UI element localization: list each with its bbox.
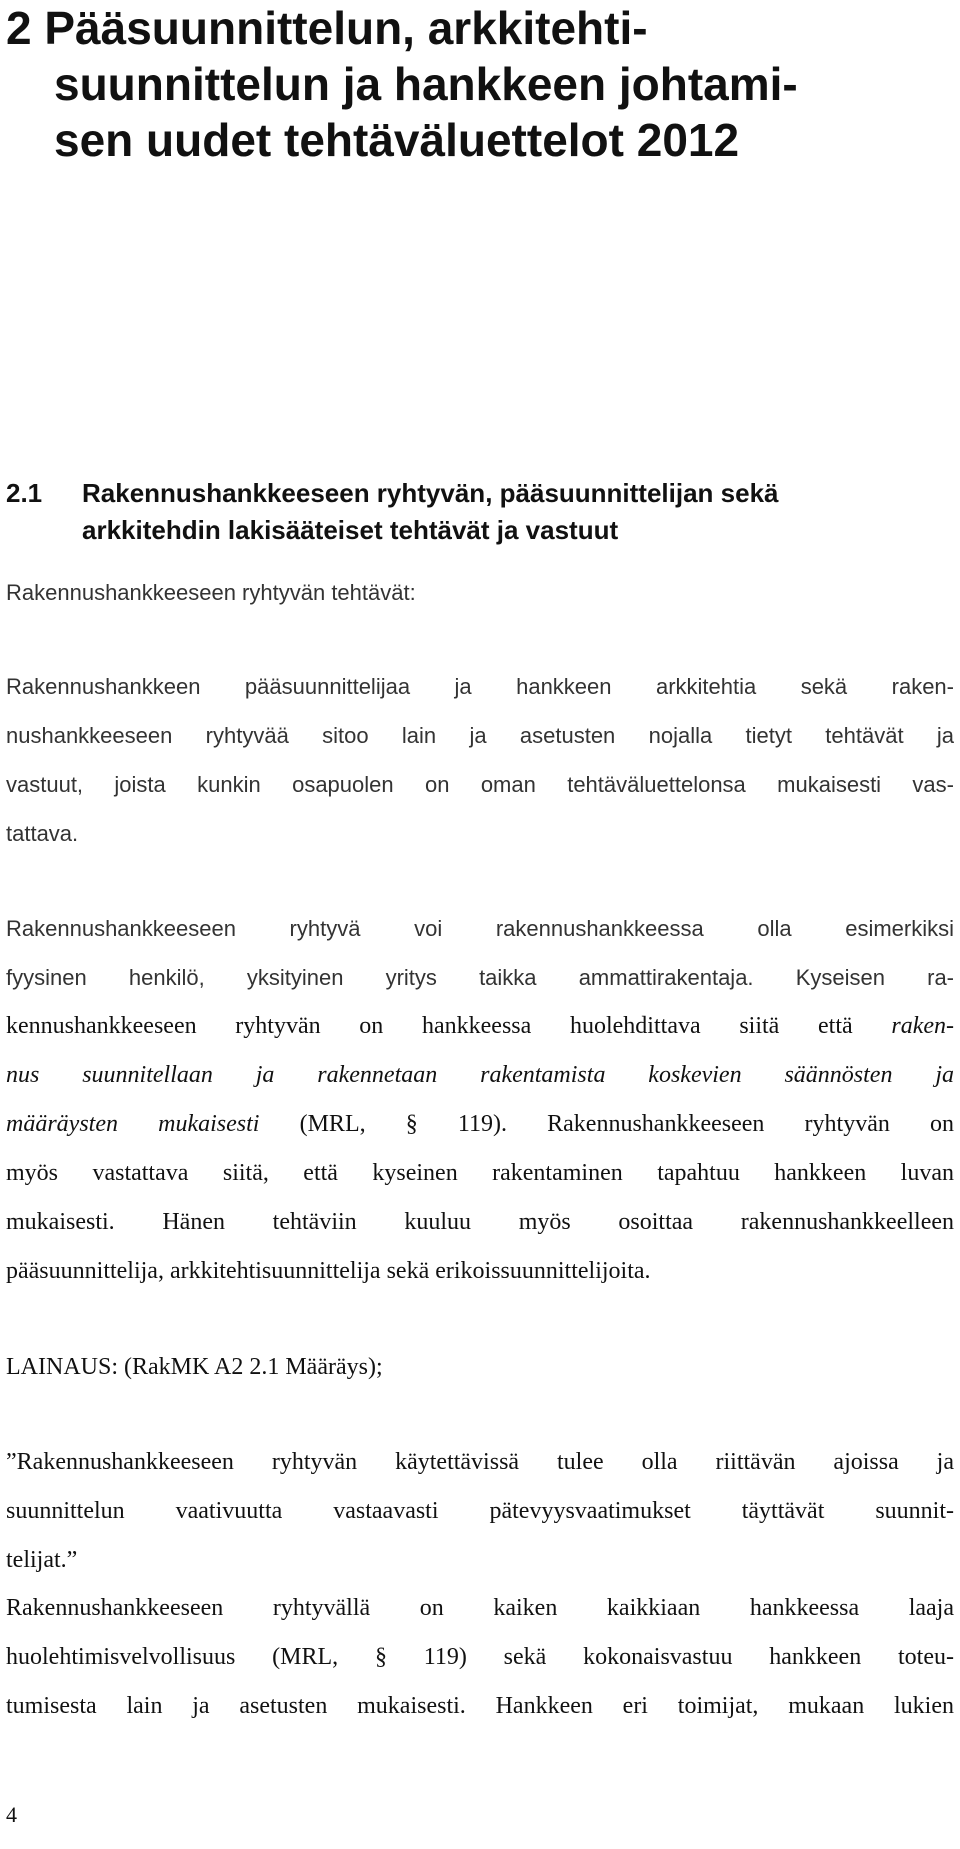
paragraph-line: huolehtimisvelvollisuus (MRL, § 119) sekä kokonaisvastuu hankkeen toteu-: [6, 1644, 954, 1670]
quote-label-text: LAINAUS: (RakMK A2 2.1 Määräys);: [6, 1354, 383, 1380]
paragraph-line: mukaisesti. Hänen tehtäviin kuuluu myös osoittaa rakennushankkeelleen: [6, 1209, 954, 1235]
paragraph-line: pääsuunnittelija, arkkitehtisuunnittelija sekä erikoissuunnittelijoita.: [6, 1258, 651, 1284]
paragraph-line: myös vastattava siitä, että kyseinen rakentaminen tapahtuu hankkeen luvan: [6, 1160, 954, 1186]
paragraph-1: [6, 662, 954, 858]
paragraph-line: nushankkeeseen ryhtyvää sitoo lain ja asetusten nojalla tietyt tehtävät ja: [6, 723, 954, 748]
paragraph-line: Rakennushankkeeseen ryhtyvä voi rakennushankkeessa olla esimerkiksi: [6, 916, 954, 941]
paragraph-line: Rakennushankkeen pääsuunnittelijaa ja hankkeen arkkitehtia sekä raken-: [6, 674, 954, 699]
section-title-line: arkkitehdin lakisääteiset tehtävät ja vastuut: [82, 515, 619, 545]
subheading-text: Rakennushankkeeseen ryhtyvän tehtävät:: [6, 580, 416, 605]
paragraph-line: vastuut, joista kunkin osapuolen on oman tehtäväluettelonsa mukaisesti vas-: [6, 772, 954, 797]
chapter-title-line: suunnittelun ja hankkeen johtami-: [54, 58, 798, 110]
normal-text: kennushankkeeseen ryhtyvän on hankkeessa huolehdittava siitä että: [6, 1013, 892, 1039]
paragraph-3: [6, 1584, 954, 1731]
quote-label: [6, 1343, 954, 1392]
paragraph-line: fyysinen henkilö, yksityinen yritys taikka ammattirakentaja. Kyseisen ra-: [6, 965, 954, 990]
italic-text: raken-: [891, 1013, 954, 1039]
section-number: 2.1: [6, 478, 43, 508]
paragraph-2-continued: [6, 1002, 954, 1296]
paragraph-line: Rakennushankkeeseen ryhtyvällä on kaiken kaikkiaan hankkeessa laaja: [6, 1595, 954, 1621]
normal-text: (MRL, § 119). Rakennushankkeeseen ryhtyvän on: [259, 1111, 954, 1137]
quote-line: suunnittelun vaativuutta vastaavasti pätevyysvaatimukset täyttävät suunnit-: [6, 1498, 954, 1524]
section-title: [6, 475, 946, 549]
section-title-text: Rakennushankkeeseen ryhtyvän, pääsuunnittelijan sekä: [82, 478, 779, 508]
quote-line: ”Rakennushankkeeseen ryhtyvän käytettävissä tulee olla riittävän ajoissa ja: [6, 1449, 954, 1475]
paragraph-line: [6, 1002, 954, 1051]
chapter-title-line: sen uudet tehtäväluettelot 2012: [54, 114, 740, 166]
page-number: 4: [6, 1802, 17, 1827]
italic-text: nus suunnitellaan ja rakennetaan rakentamista koskevien säännösten ja: [6, 1062, 954, 1088]
paragraph-line: tumisesta lain ja asetusten mukaisesti. Hankkeen eri toimijat, mukaan lukien: [6, 1693, 954, 1719]
section-title-line: [6, 475, 946, 512]
paragraph-line: [6, 1051, 954, 1100]
paragraph-line: [6, 1100, 954, 1149]
paragraph-2: [6, 904, 954, 1002]
italic-text: määräysten mukaisesti: [6, 1111, 260, 1137]
quote-line: telijat.”: [6, 1547, 78, 1573]
quote-block: [6, 1438, 954, 1585]
chapter-title: [6, 0, 936, 168]
paragraph-line: tattava.: [6, 821, 79, 846]
chapter-title-line: 2 Pääsuunnittelun, arkkitehti-: [6, 2, 648, 54]
subheading: [6, 568, 954, 617]
